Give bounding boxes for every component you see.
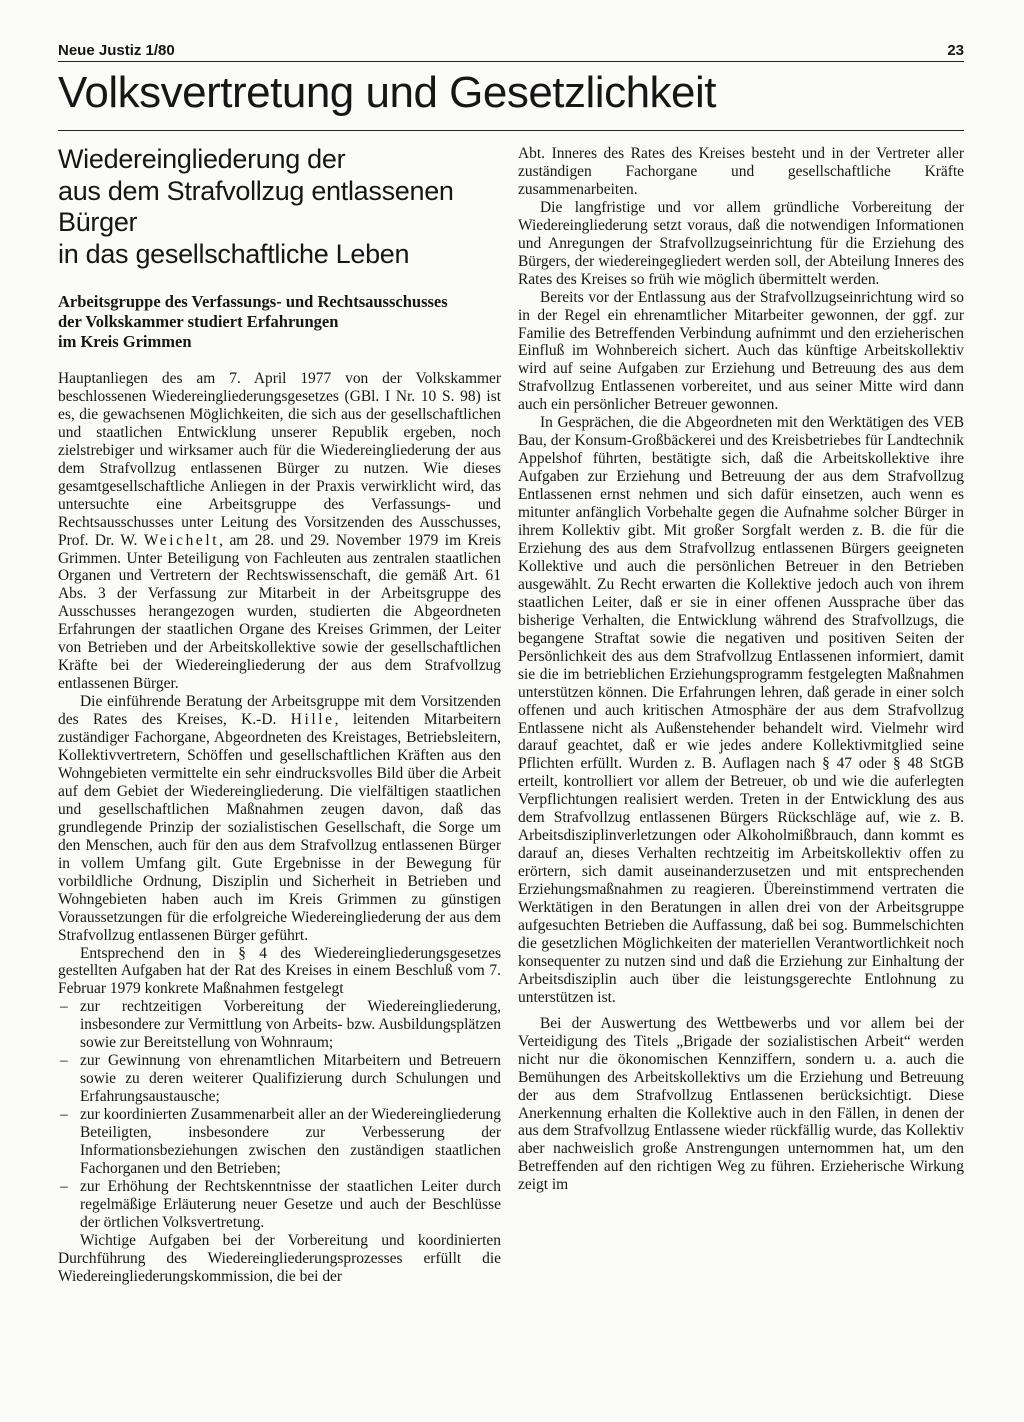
list-item: – zur Erhöhung der Rechtskenntnisse der staatlichen Leiter durch regelmäßige Erläuterung neuer Gesetze und auch der Beschlüsse der örtlichen Volksvertretung.	[58, 1178, 501, 1232]
left-column	[58, 140, 501, 1286]
paragraph-2-text-b: , leitenden Mitarbeitern zuständiger Fachorgane, Abgeordneten des Kreistages, Betriebsleitern, Kollektivvertretern, Schöffen und gesellschaftlichen Kräften aus den Wohngebieten vermittelte ein sehr eindrucksvolles Bild über die Arbeit auf dem Gebiet der Wiedereingliederung. Die vielfältigen staatlichen und gesellschaftlichen Maßnahmen zeugen davon, daß das grundlegende Prinzip der sozialistischen Gesellschaft, die Sorge um den Menschen, auch für den aus dem Strafvollzug entlassenen Bürger in vollem Umfang gilt. Gute Ergebnisse in der Bewegung für vorbildliche Ordnung, Disziplin und Sicherheit in Betrieben und Wohngebieten haben auch im Kreis Grimmen zu günstigen Voraussetzungen für die erfolgreiche Wiedereingliederung der aus dem Strafvollzug entlassenen Bürger geführt.	[58, 711, 501, 944]
article-subtitle: Arbeitsgruppe des Verfassungs- und Rechtsausschusses der Volkskammer studiert Erfahrungen im Kreis Grimmen	[58, 292, 448, 351]
person-name-hille: Hille	[290, 711, 335, 729]
paragraph-r2: Die langfristige und vor allem gründliche Vorbereitung der Wiedereingliederung setzt voraus, daß die notwendigen Informationen und Anregungen der Strafvollzugseinrichtung für die Erziehung des Bürgers, der wiedereingegliedert werden soll, der Abteilung Inneres des Rates des Kreises so früh wie möglich übermittelt werden.	[518, 198, 964, 288]
journal-issue: Neue Justiz 1/80	[58, 42, 175, 59]
paragraph-4: Wichtige Aufgaben bei der Vorbereitung und koordinierten Durchführung des Wiedereingliederungsprozesses erfüllt die Wiedereingliederungskommission, die bei der	[58, 1231, 501, 1285]
paragraph-1	[58, 370, 501, 693]
paragraph-3: Entsprechend den in § 4 des Wiedereingliederungsgesetzes gestellten Aufgaben hat der Rat des Kreises in einem Beschluß vom 7. Februar 1979 konkrete Maßnahmen festgelegt	[58, 944, 501, 998]
paragraph-2-text-a: Die einführende Beratung der Arbeitsgruppe mit dem Vorsitzenden des Rates des Kreises, K.-D.	[58, 693, 501, 729]
paragraph-r3: Bereits vor der Entlassung aus der Strafvollzugseinrichtung wird so in der Regel ein ehrenamtlicher Mitarbeiter gewonnen, der ggf. zur Familie des Betreffenden Verbindung aufnimmt und den erzieherischen Einfluß im Wohnbereich sichert. Auch das künftige Arbeitskollektiv wird auf seine Aufgaben zur Erziehung und Betreuung des aus dem Strafvollzug Entlassenen vorbereitet, und aus seiner Mitte wird dann auch ein persönlicher Betreuer gewonnen.	[518, 288, 964, 414]
list-item: – zur rechtzeitigen Vorbereitung der Wiedereingliederung, insbesondere zur Vermittlung von Arbeits- bzw. Ausbildungsplätzen sowie zur Bereitstellung von Wohnraum;	[58, 998, 501, 1052]
right-column	[518, 145, 964, 1194]
article-title: Wiedereingliederung der aus dem Strafvollzug entlassenen Bürger in das gesellschaftliche Leben	[58, 144, 454, 269]
list-item: – zur koordinierten Zusammenarbeit aller an der Wiedereingliederung Beteiligten, insbesondere zur Verbesserung der Informationsbeziehungen zwischen den zuständigen staatlichen Fachorganen und den Betrieben;	[58, 1106, 501, 1178]
paragraph-r1: Abt. Inneres des Rates des Kreises besteht und in der Vertreter aller zuständigen Fachorgane und gesellschaftliche Kräfte zusammenarbeiten.	[518, 145, 964, 198]
running-header	[58, 42, 964, 68]
paragraph-2	[58, 693, 501, 944]
header-rule	[58, 61, 964, 62]
page-number: 23	[947, 42, 964, 59]
measures-list	[58, 998, 501, 1231]
section-rule	[58, 130, 964, 131]
paragraph-1-text-b: , am 28. und 29. November 1979 im Kreis Grimmen. Unter Beteiligung von Fachleuten aus zentralen staatlichen Organen und Vertretern der Rechtswissenschaft, die gemäß Art. 61 Abs. 3 der Verfassung zur Mitarbeit in der Arbeitsgruppe des Ausschusses herangezogen wurden, studierten die Abgeordneten Erfahrungen der staatlichen Organe des Kreises Grimmen, der Leiter von Betrieben und der Arbeitskollektive sowie der gesellschaftlichen Kräfte bei der Wiedereingliederung der aus dem Strafvollzug entlassenen Bürger.	[58, 531, 501, 693]
section-title: Volksvertretung und Gesetzlichkeit	[58, 68, 717, 117]
paragraph-r4: In Gesprächen, die die Abgeordneten mit den Werktätigen des VEB Bau, der Konsum-Großbäckerei und des Kreisbetriebes für Landtechnik Appelshof führten, bestätigte sich, daß die Arbeitskollektive ihre Aufgaben zur Erziehung und Betreuung der aus dem Strafvollzug Entlassenen ernst nehmen und sich dafür einsetzen, auch wenn es mitunter anfänglich Vorbehalte gegen die Aufnahme solcher Bürger in ihrem Kollektiv gibt. Mit großer Sorgfalt werden z. B. die für die Erziehung des aus dem Strafvollzug entlassenen Bürgers geeigneten Kollektive und auch die persönlichen Betreuer in den Betrieben ausgewählt. Zu Recht erwarten die Kollektive jedoch auch von ihrem staatlichen Leiter, daß er sie in einer offenen Aussprache über das bisherige Verhalten, die Entwicklung während des Strafvollzugs, die begangene Straftat sowie die negativen und positiven Seiten der Persönlichkeit des aus dem Strafvollzug Entlassenen informiert, damit sie die im betrieblichen Erziehungsprogramm festgelegten Maßnahmen unterstützen können. Die Erfahrungen lehren, daß gerade in einer solch offenen und auch kritischen Atmosphäre der aus dem Strafvollzug Entlassene nicht als Außenstehender behandelt wird. Vielmehr wird darauf geachtet, daß er wie jedes andere Kollektivmitglied seine Pflichten erfüllt. Wurden z. B. Auflagen nach § 47 oder § 48 StGB erteilt, kontrolliert vor allem der Betreuer, ob und wie die auferlegten Verpflichtungen realisiert werden. Treten in der Entwicklung des aus dem Strafvollzug entlassenen Bürgers Rückschläge auf, wie z. B. Arbeitsdisziplinverletzungen oder Alkoholmißbrauch, dann kommt es darauf an, dieses Verhalten rechtzeitig im Arbeitskollektiv offen zu erörtern, sich damit auseinanderzusetzen und mit entsprechenden Erziehungsmaßnahmen zu reagieren. Übereinstimmend vertraten die Werktätigen in den Beratungen in allen drei von der Arbeitsgruppe aufgesuchten Betrieben die Auffassung, daß bei sog. Bummelschichten die gesetzlichen Möglichkeiten der materiellen Verantwortlichkeit noch konsequenter zu nutzen sind und daß die Erziehung zur Einhaltung der Arbeitsdisziplin auch über die leistungsgerechte Entlohnung zu unterstützen ist.	[518, 414, 964, 1006]
paragraph-r5: Bei der Auswertung des Wettbewerbs und vor allem bei der Verteidigung des Titels „Brigade der sozialistischen Arbeit“ werden nicht nur die ökonomischen Kennziffern, sondern u. a. auch die Bemühungen des Arbeitskollektivs um die Erziehung und Betreuung der aus dem Strafvollzug Entlassenen berücksichtigt. Diese Anerkennung erhalten die Kollektive auch in den Fällen, in denen der aus dem Strafvollzug Entlassene wieder rückfällig wurde, das Kollektiv aber nachweislich große Anstrengungen unternommen hat, um den Betreffenden auf den richtigen Weg zu führen. Erzieherische Wirkung zeigt im	[518, 1014, 964, 1194]
paragraph-1-text-a: Hauptanliegen des am 7. April 1977 von der Volkskammer beschlossenen Wiedereingliederungsgesetzes (GBl. I Nr. 10 S. 98) ist es, die gewachsenen Möglichkeiten, die sich aus der gesellschaftlichen und staatlichen Entwicklung unserer Republik ergeben, noch zielstrebiger und wirksamer auch für die Wiedereingliederung der aus dem Strafvollzug entlassenen Bürger zu nutzen. Wie dieses gesamtgesellschaftliche Anliegen in der Praxis verwirklicht wird, das untersuchte eine Arbeitsgruppe des Verfassungs- und Rechtsausschusses unter Leitung des Vorsitzenden des Ausschusses, Prof. Dr. W.	[58, 370, 501, 549]
person-name-weichelt: Weichelt	[143, 531, 220, 549]
list-item: – zur Gewinnung von ehrenamtlichen Mitarbeitern und Betreuern sowie zu deren weiterer Qualifizierung durch Schulungen und Erfahrungsaustausche;	[58, 1052, 501, 1106]
